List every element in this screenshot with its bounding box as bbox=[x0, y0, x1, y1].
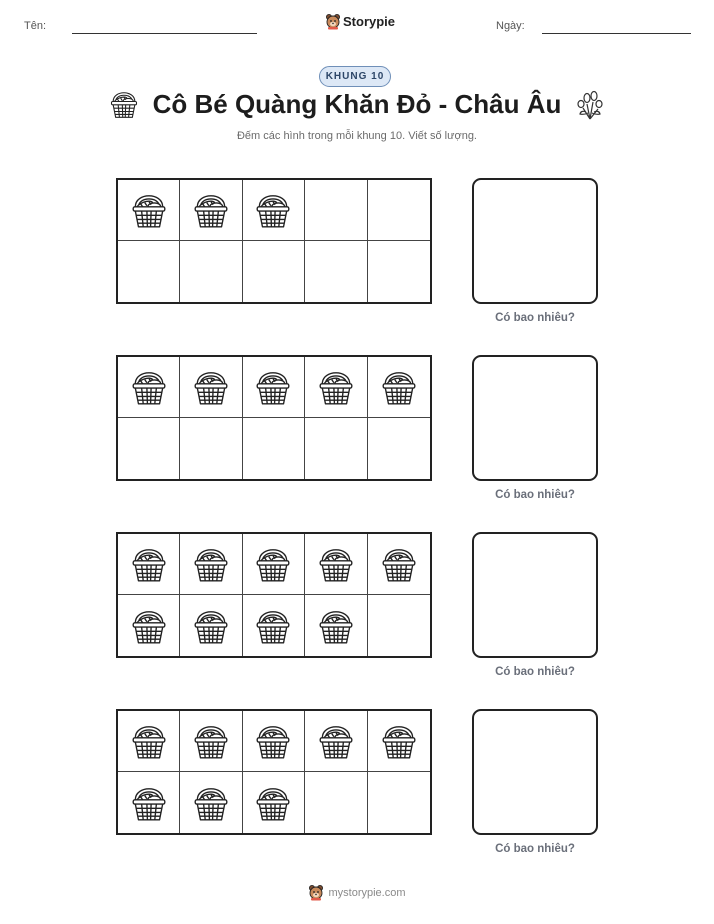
frame-cell bbox=[305, 418, 367, 479]
basket-icon bbox=[192, 190, 230, 230]
ten-frame-1 bbox=[116, 178, 432, 304]
answer-box-1[interactable] bbox=[472, 178, 598, 304]
question-label-3: Có bao nhiêu? bbox=[495, 666, 575, 678]
basket-icon bbox=[130, 190, 168, 230]
frame-cell bbox=[368, 180, 430, 241]
frame-cell bbox=[243, 534, 305, 595]
basket-icon bbox=[254, 721, 292, 761]
basket-icon bbox=[130, 721, 168, 761]
ten-frame-3 bbox=[116, 532, 432, 658]
frame-cell bbox=[305, 595, 367, 656]
basket-icon bbox=[380, 721, 418, 761]
footer-url[interactable]: mystorypie.com bbox=[328, 886, 406, 899]
question-label-2: Có bao nhiêu? bbox=[495, 489, 575, 501]
answer-box-3[interactable] bbox=[472, 532, 598, 658]
frame-cell bbox=[368, 711, 430, 772]
frame-cell bbox=[368, 357, 430, 418]
frame-cell bbox=[118, 180, 180, 241]
name-line[interactable] bbox=[72, 33, 257, 34]
frame-cell bbox=[243, 418, 305, 479]
frame-cell bbox=[180, 711, 242, 772]
frame-cell bbox=[180, 534, 242, 595]
basket-icon bbox=[192, 721, 230, 761]
frame-cell bbox=[180, 595, 242, 656]
instructions: Đếm các hình trong mỗi khung 10. Viết số lượng. bbox=[236, 130, 477, 142]
frame-cell bbox=[118, 357, 180, 418]
basket-icon bbox=[109, 88, 139, 120]
basket-icon bbox=[254, 190, 292, 230]
answer-box-4[interactable] bbox=[472, 709, 598, 835]
frame-cell bbox=[243, 595, 305, 656]
basket-icon bbox=[254, 606, 292, 646]
basket-icon bbox=[192, 783, 230, 823]
frame-cell bbox=[118, 772, 180, 833]
frame-cell bbox=[368, 772, 430, 833]
answer-box-2[interactable] bbox=[472, 355, 598, 481]
date-line[interactable] bbox=[542, 33, 691, 34]
basket-icon bbox=[380, 367, 418, 407]
question-label-1: Có bao nhiêu? bbox=[495, 312, 575, 324]
frame-cell bbox=[305, 180, 367, 241]
basket-icon bbox=[192, 544, 230, 584]
frame-cell bbox=[368, 595, 430, 656]
frame-cell bbox=[180, 772, 242, 833]
frame-cell bbox=[305, 357, 367, 418]
frame-cell bbox=[118, 534, 180, 595]
basket-icon bbox=[254, 783, 292, 823]
page-title: Cô Bé Quàng Khăn Đỏ - Châu Âu bbox=[152, 88, 562, 119]
basket-icon bbox=[130, 606, 168, 646]
frame-cell bbox=[305, 772, 367, 833]
name-label: Tên: bbox=[24, 20, 47, 32]
ten-frame-badge: KHUNG 10 bbox=[319, 66, 391, 87]
frame-cell bbox=[118, 418, 180, 479]
frame-cell bbox=[180, 418, 242, 479]
basket-icon bbox=[192, 367, 230, 407]
frame-cell bbox=[180, 180, 242, 241]
date-label: Ngày: bbox=[496, 20, 525, 32]
basket-icon bbox=[130, 367, 168, 407]
basket-icon bbox=[317, 367, 355, 407]
frame-cell bbox=[305, 241, 367, 302]
frame-cell bbox=[180, 241, 242, 302]
frame-cell bbox=[118, 711, 180, 772]
basket-icon bbox=[254, 367, 292, 407]
mascot-icon bbox=[325, 13, 341, 30]
basket-icon bbox=[130, 783, 168, 823]
basket-icon bbox=[380, 544, 418, 584]
frame-cell bbox=[243, 180, 305, 241]
frame-cell bbox=[368, 241, 430, 302]
frame-cell bbox=[243, 357, 305, 418]
basket-icon bbox=[130, 544, 168, 584]
frame-cell bbox=[368, 534, 430, 595]
mascot-icon bbox=[308, 884, 324, 901]
basket-icon bbox=[317, 544, 355, 584]
frame-cell bbox=[243, 711, 305, 772]
basket-icon bbox=[254, 544, 292, 584]
frame-cell bbox=[118, 241, 180, 302]
brand-name: Storypie bbox=[343, 14, 396, 29]
title-row bbox=[0, 88, 714, 120]
brand-logo bbox=[325, 13, 395, 30]
frame-cell bbox=[118, 595, 180, 656]
frame-cell bbox=[243, 241, 305, 302]
frame-cell bbox=[243, 772, 305, 833]
question-label-4: Có bao nhiêu? bbox=[495, 843, 575, 855]
basket-icon bbox=[317, 606, 355, 646]
frame-cell bbox=[180, 357, 242, 418]
frame-cell bbox=[305, 711, 367, 772]
basket-icon bbox=[317, 721, 355, 761]
ten-frame-4 bbox=[116, 709, 432, 835]
frame-cell bbox=[368, 418, 430, 479]
ten-frame-2 bbox=[116, 355, 432, 481]
footer bbox=[0, 884, 714, 901]
basket-icon bbox=[192, 606, 230, 646]
flowers-icon bbox=[575, 88, 605, 120]
frame-cell bbox=[305, 534, 367, 595]
